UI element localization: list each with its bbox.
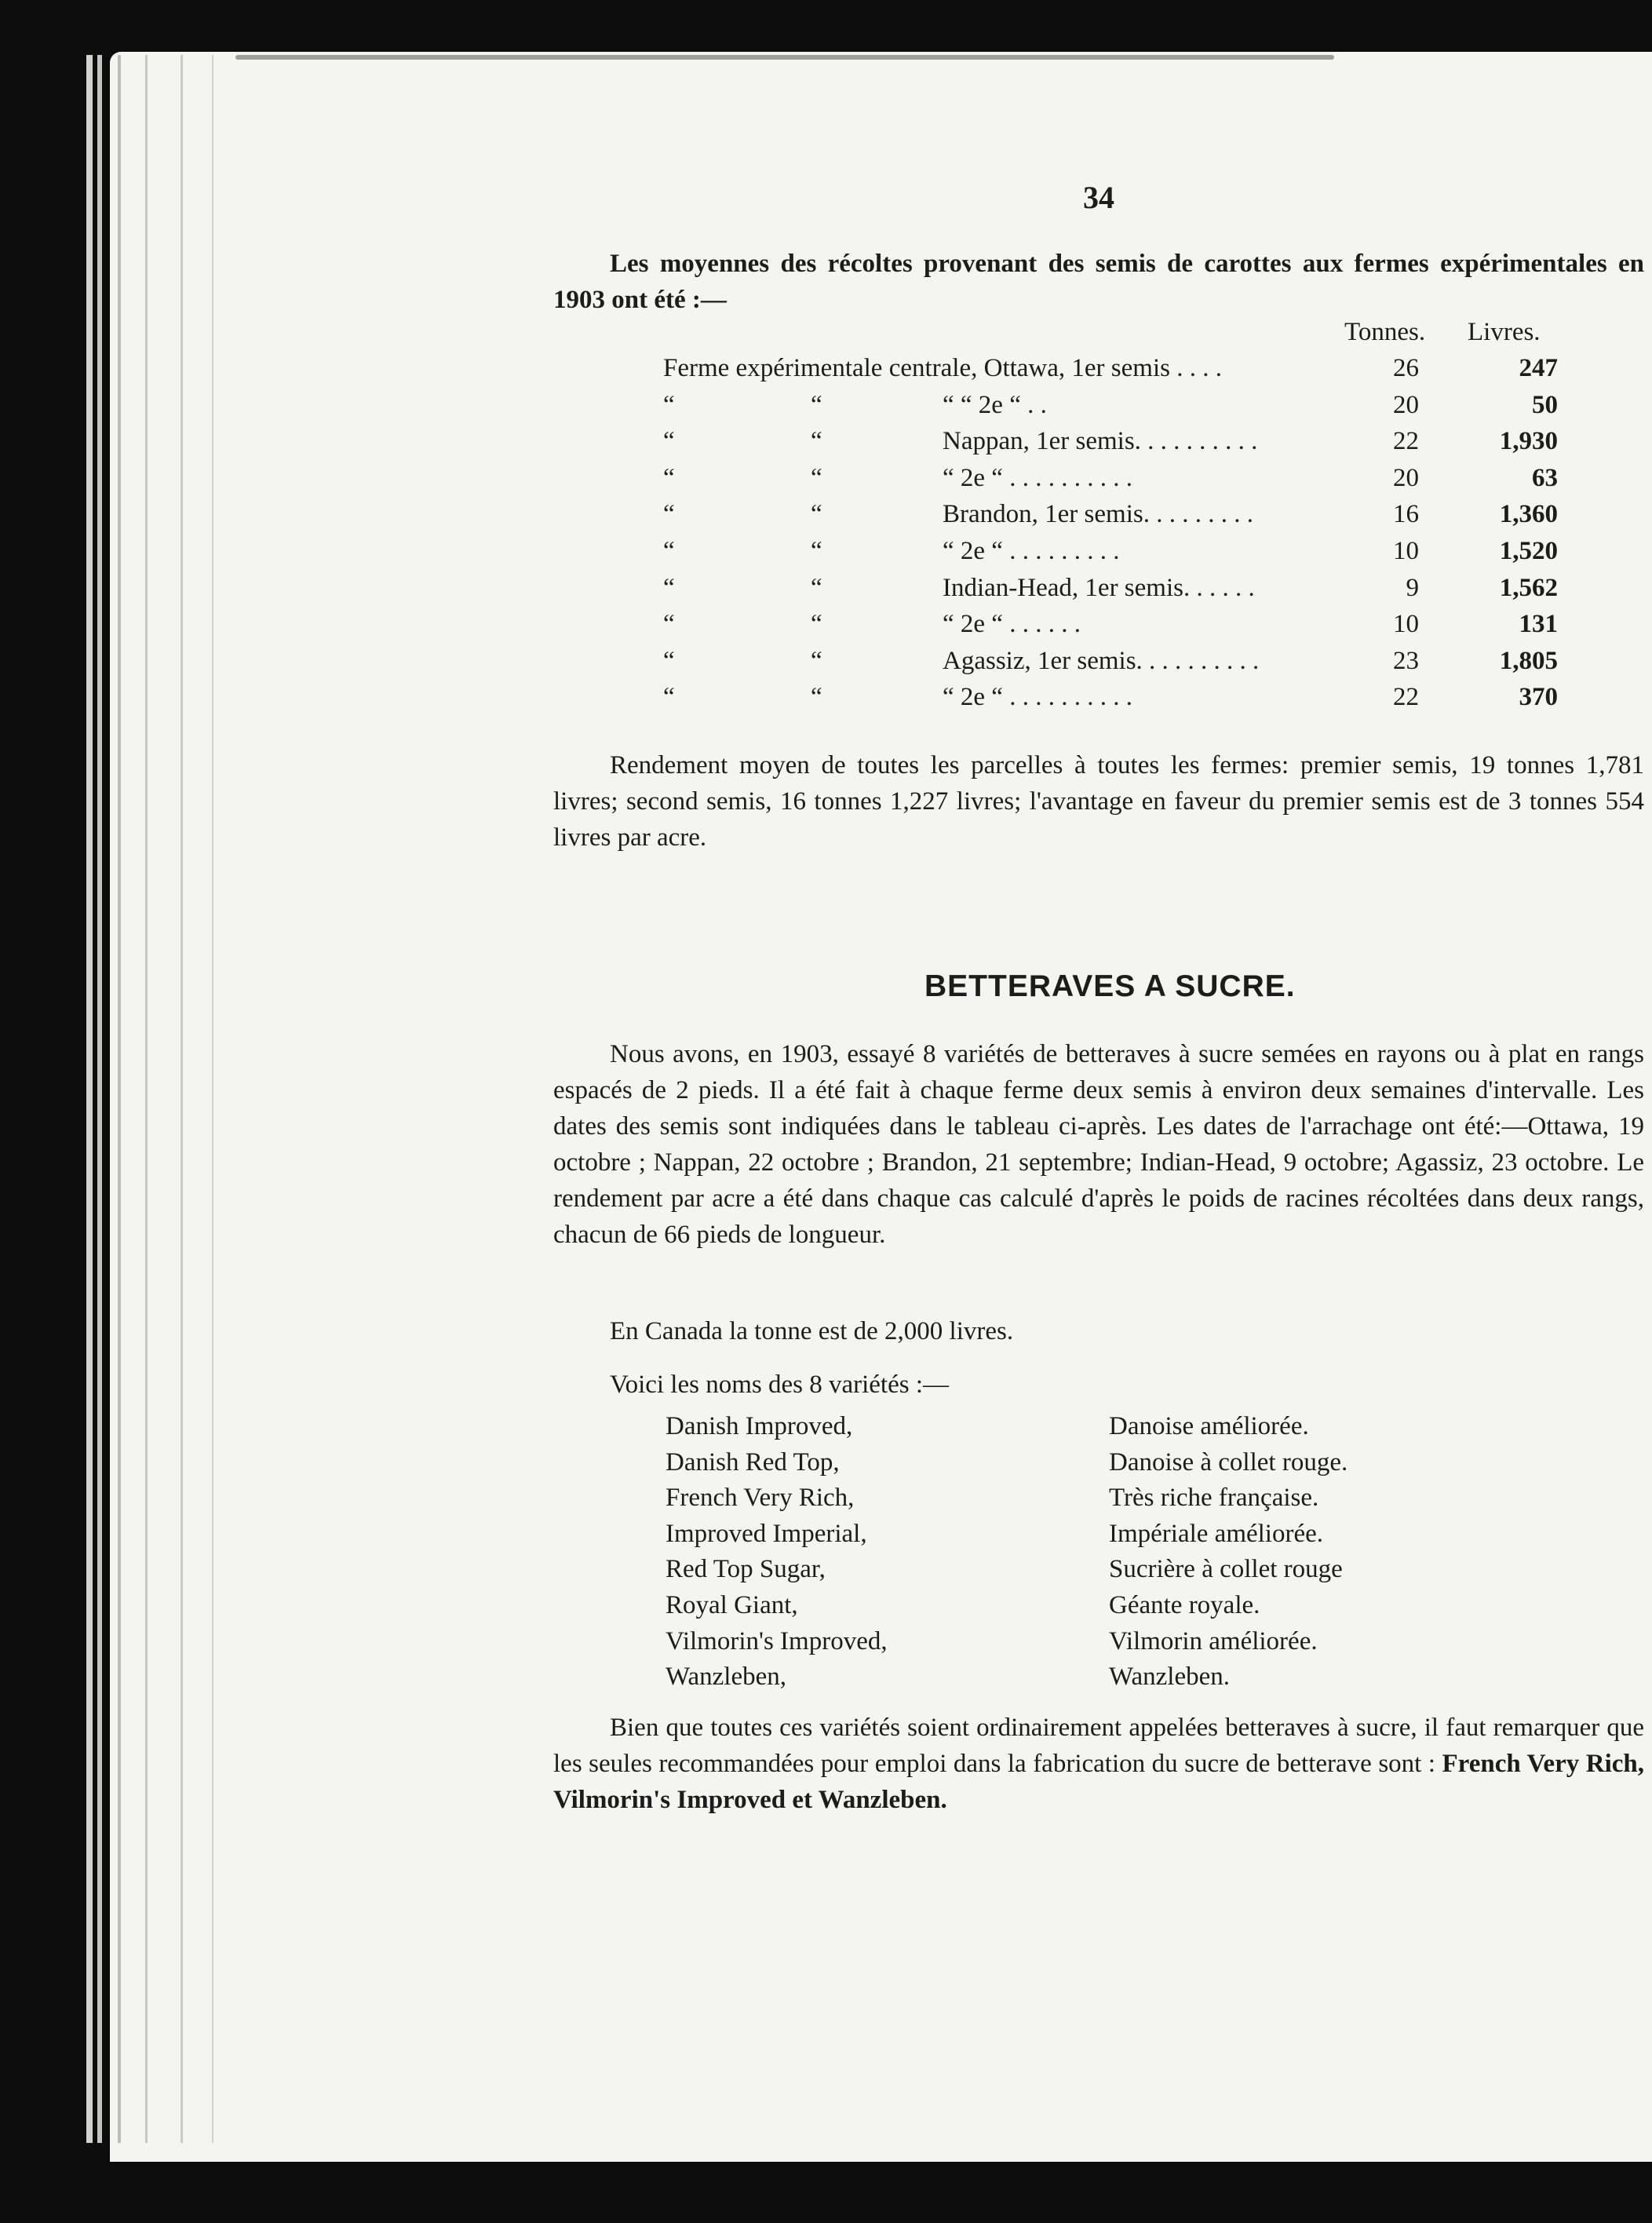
header-tonnes: Tonnes. xyxy=(1344,318,1426,346)
row-livres: 247 xyxy=(1519,354,1558,382)
variety-english: Wanzleben, xyxy=(666,1663,787,1692)
table-row xyxy=(553,683,1644,720)
row-ditto: “ xyxy=(811,683,822,712)
row-location: “ 2e “ . . . . . . . . . . xyxy=(943,463,1132,492)
row-location: Agassiz, 1er semis. . . . . . . . . . xyxy=(943,646,1260,675)
row-label: “ xyxy=(663,427,675,456)
row-location: Indian-Head, 1er semis. . . . . . xyxy=(943,573,1255,602)
row-ditto: “ xyxy=(811,500,822,529)
row-label: “ xyxy=(663,610,675,639)
page-stack-edge xyxy=(97,55,102,2143)
variety-french: Très riche française. xyxy=(1109,1484,1319,1513)
tonne-line xyxy=(553,1313,1644,1349)
table-header xyxy=(553,318,1644,354)
section-heading: BETTERAVES A SUCRE. xyxy=(924,969,1296,1003)
page-stack-edge xyxy=(181,55,183,2143)
row-tonnes: 22 xyxy=(1393,683,1419,712)
varieties-intro-text: Voici les noms des 8 variétés :— xyxy=(610,1371,949,1399)
row-livres: 1,805 xyxy=(1499,646,1558,675)
closing-emphasis: French Very Rich, Vilmorin's Improved et Wanzleben. xyxy=(553,1750,1644,1814)
row-livres: 1,562 xyxy=(1499,573,1558,602)
rendement-paragraph xyxy=(553,747,1644,856)
row-label: “ xyxy=(663,536,675,565)
page-stack-edge xyxy=(212,55,213,2143)
closing-paragraph xyxy=(553,1710,1644,1818)
intro-text: Les moyennes des récoltes provenant des semis de carottes aux fermes expérimentales en 1903 ont été :— xyxy=(553,250,1644,314)
variety-french: Danoise améliorée. xyxy=(1109,1412,1309,1440)
variety-french: Danoise à collet rouge. xyxy=(1109,1447,1348,1477)
betteraves-paragraph xyxy=(553,1036,1644,1253)
row-livres: 1,930 xyxy=(1499,427,1558,456)
table-row xyxy=(553,391,1644,428)
row-livres: 370 xyxy=(1519,683,1558,712)
page-top-edge xyxy=(235,55,1334,60)
rendement-text: Rendement moyen de toutes les parcelles à toutes les fermes: premier semis, 19 tonnes 1,781 livres; second semis, 16 tonnes 1,227 livres; l'avantage en faveur du premier semis est de 3 tonnes 554 livres par acre. xyxy=(553,751,1644,852)
table-row xyxy=(553,464,1644,501)
row-location: “ 2e “ . . . . . . . . . . xyxy=(943,683,1132,712)
variety-french: Wanzleben. xyxy=(1109,1663,1231,1692)
row-location: Nappan, 1er semis. . . . . . . . . . xyxy=(943,427,1258,456)
table-row xyxy=(553,647,1644,684)
row-livres: 63 xyxy=(1532,463,1558,492)
row-label: “ xyxy=(663,683,675,712)
intro-paragraph xyxy=(553,246,1644,318)
row-label: “ xyxy=(663,500,675,529)
table-row xyxy=(553,427,1644,464)
variety-english: French Very Rich, xyxy=(666,1484,855,1513)
row-tonnes: 10 xyxy=(1393,536,1419,565)
row-tonnes: 23 xyxy=(1393,646,1419,675)
row-tonnes: 22 xyxy=(1393,427,1419,456)
row-location: Brandon, 1er semis. . . . . . . . . xyxy=(943,500,1253,529)
row-livres: 1,360 xyxy=(1499,500,1558,529)
row-tonnes: 10 xyxy=(1393,610,1419,639)
row-location: “ “ 2e “ . . xyxy=(943,390,1047,419)
row-label: “ xyxy=(663,646,675,675)
row-tonnes: 20 xyxy=(1393,463,1419,492)
row-location: “ 2e “ . . . . . . xyxy=(943,610,1081,639)
row-ditto: “ xyxy=(811,646,822,675)
variety-english: Improved Imperial, xyxy=(666,1519,867,1548)
header-livres: Livres. xyxy=(1468,318,1541,346)
page-stack-edge xyxy=(145,55,148,2143)
table-row xyxy=(553,574,1644,611)
row-label: Ferme expérimentale centrale, Ottawa, 1er semis . . . . xyxy=(663,354,1222,382)
page-number: 34 xyxy=(1083,180,1114,215)
variety-english: Danish Red Top, xyxy=(666,1447,840,1477)
tonne-text: En Canada la tonne est de 2,000 livres. xyxy=(610,1317,1014,1345)
closing-text: Bien que toutes ces variétés soient ordinairement appelées betteraves à sucre, il faut remarquer que les seules recommandées pour emploi dans la fabrication du sucre de betterave sont : xyxy=(553,1714,1644,1778)
varieties-french-list xyxy=(1109,1409,1347,1696)
varieties-english-list xyxy=(666,1409,888,1696)
row-ditto: “ xyxy=(811,463,822,492)
variety-french: Géante royale. xyxy=(1109,1590,1260,1619)
table-row xyxy=(553,354,1644,391)
carrot-yield-table xyxy=(553,318,1644,720)
variety-french: Impériale améliorée. xyxy=(1109,1519,1324,1548)
row-tonnes: 20 xyxy=(1393,390,1419,419)
row-tonnes: 26 xyxy=(1393,354,1419,382)
variety-english: Danish Improved, xyxy=(666,1412,853,1440)
variety-french: Sucrière à collet rouge xyxy=(1109,1555,1343,1584)
variety-english: Red Top Sugar, xyxy=(666,1555,826,1584)
page-stack-edge xyxy=(86,55,93,2143)
row-ditto: “ xyxy=(811,573,822,602)
row-label: “ xyxy=(663,573,675,602)
row-ditto: “ xyxy=(811,390,822,419)
table-row xyxy=(553,537,1644,574)
row-livres: 131 xyxy=(1519,610,1558,639)
page-stack-edge xyxy=(118,55,121,2143)
row-tonnes: 9 xyxy=(1406,573,1419,602)
row-location: “ 2e “ . . . . . . . . . xyxy=(943,536,1120,565)
varieties-intro xyxy=(553,1367,1644,1403)
variety-english: Vilmorin's Improved, xyxy=(666,1626,888,1655)
table-body xyxy=(553,354,1644,720)
row-label: “ xyxy=(663,463,675,492)
row-ditto: “ xyxy=(811,610,822,639)
row-livres: 1,520 xyxy=(1499,536,1558,565)
row-ditto: “ xyxy=(811,427,822,456)
row-label: “ xyxy=(663,390,675,419)
row-tonnes: 16 xyxy=(1393,500,1419,529)
table-row xyxy=(553,610,1644,647)
betteraves-text: Nous avons, en 1903, essayé 8 variétés de betteraves à sucre semées en rayons ou à plat en rangs espacés de 2 pieds. Il a été fait à chaque ferme deux semis à environ deux semaines d'intervalle. Les dates des semis sont indiquées dans le tableau ci-après. Les dates de l'arrachage ont été:—Ottawa, 19 octobre ; Nappan, 22 octobre ; Brandon, 21 septembre; Indian-Head, 9 octobre; Agassiz, 23 octobre. Le rendement par acre a été dans chaque cas calculé d'après le poids de racines récoltées dans deux rangs, chacun de 66 pieds de longueur. xyxy=(553,1040,1644,1249)
row-ditto: “ xyxy=(811,536,822,565)
variety-french: Vilmorin améliorée. xyxy=(1109,1626,1318,1655)
row-livres: 50 xyxy=(1532,390,1558,419)
variety-english: Royal Giant, xyxy=(666,1590,798,1619)
table-row xyxy=(553,500,1644,537)
